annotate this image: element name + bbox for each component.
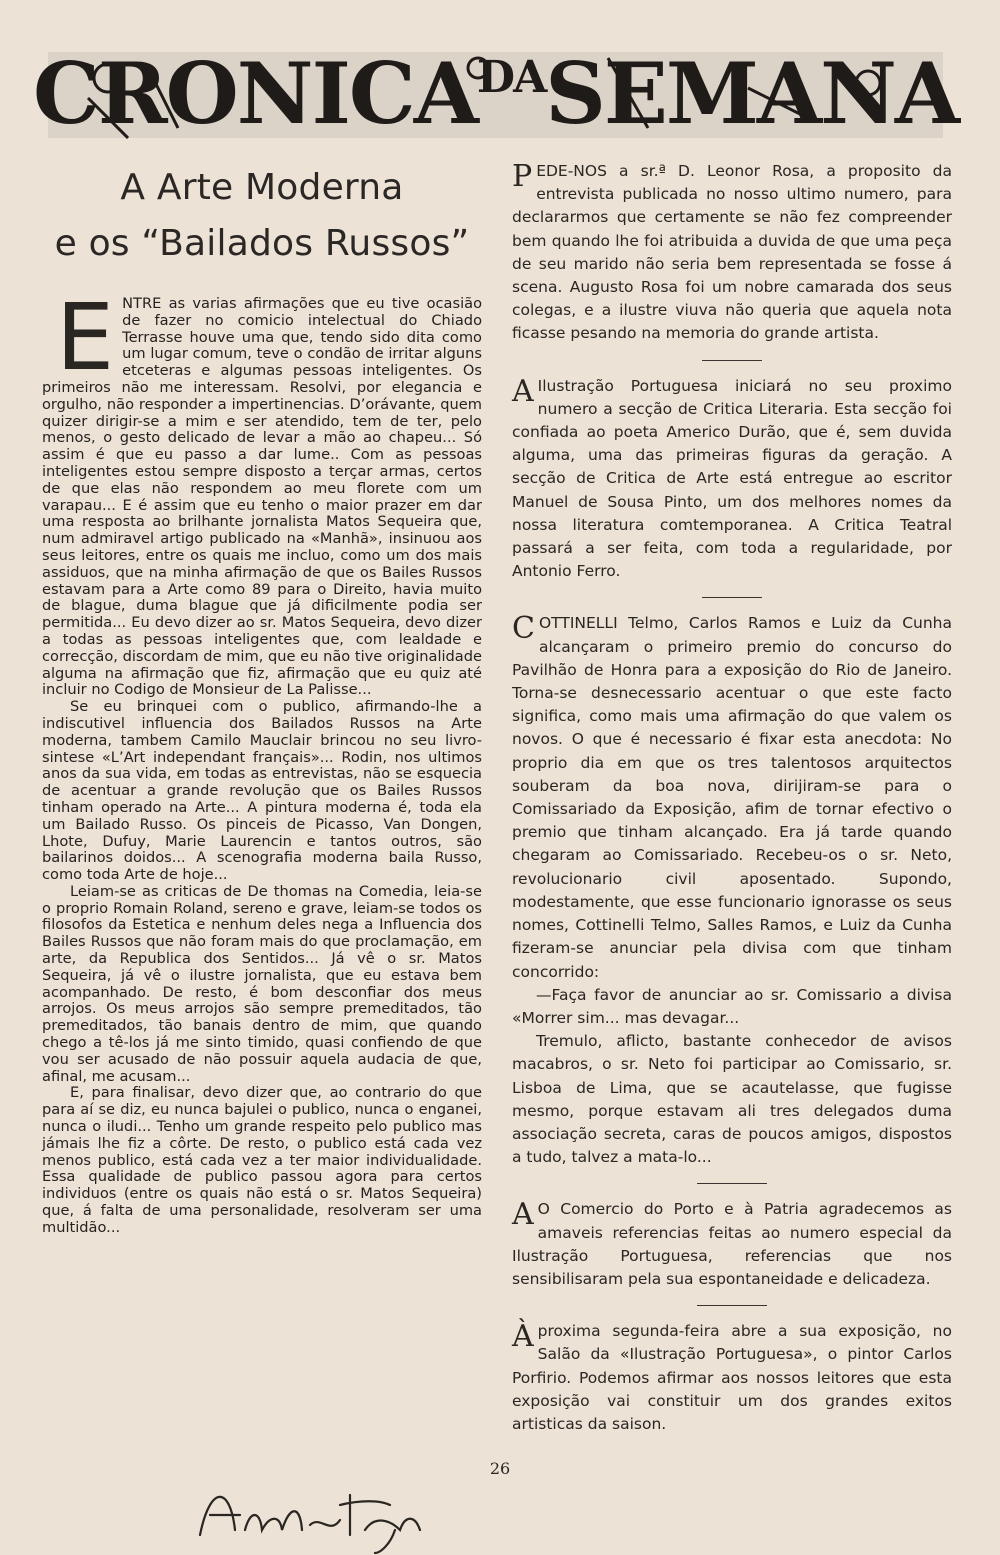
article-title-line1: A Arte Moderna [120,167,404,208]
article-paragraph: Se eu brinquei com o publico, afirmando-lhe a indiscutivel influencia dos Bailados Russos na Arte moderna, tambem Camilo Mauclair brincou no seu livro-sintese «L’Art independant français»... Rodin, nos ultimos anos da sua vida, em todas as entrevistas, não se esquecia de acentuar a grande revolução que os Bailes Russos tinham operado na Arte... A pintura moderna é, toda ela um Bailado Russo. Os pinceis de Picasso, Van Dongen, Lhote, Dufuy, Marie Laurencin e tantos outros, são bailarinos doidos... A scenografia moderna baila Russo, como toda Arte de hoje... [42,698,482,884]
article-body [42,284,482,1237]
left-column [42,160,482,1237]
separator [697,1305,767,1306]
page-number: 26 [489,1459,511,1478]
note-text: Ilustração Portuguesa iniciará no seu proximo numero a secção de Critica Literaria. Esta secção foi confiada ao poeta Americo Durão, que é, sem duvida alguma, uma das primeiras figuras da geração. A secção de Critica de Arte está entregue ao escritor Manuel de Sousa Pinto, um dos melhores nomes da nossa literatura comtemporanea. A Critica Teatral passará a ser feita, com toda a regularidade, por Antonio Ferro. [512,376,952,581]
masthead [32,38,959,148]
separator [702,597,762,598]
drop-cap: E [56,284,115,391]
note-leonor-rosa [512,160,952,346]
article-paragraph: E, para finalisar, devo dizer que, ao contrario do que para aí se diz, eu nunca bajulei o publico, nunca o enganei, nunca o iludi... Tenho um grande respeito pelo publico mas jámais lhe fiz a côrte. De resto, o publico está cada vez menos publico, está cada vez a ter maior individualidade. Essa qualidade de publico passou agora para certos individuos (entre os quais não está o sr. Matos Sequeira) que, á falta de uma personalidade, resolveram ser uma multidão... [42,1084,482,1236]
masthead-word-da: DA [476,52,546,103]
article-paragraph-text: NTRE as varias afirmações que eu tive ocasião de fazer no comicio intelectual do Chiado Terrasse houve uma que, tendo sido dita como um lugar comum, teve o condão de irritar alguns etceteras e algumas pessoas inteligentes. Os primeiros não me interessam. Resolvi, por elegancia e orgulho, não responder a impertinencias. D’orávante, quem quizer dirigir-se a mim e ser atendido, tem de ter, pelo menos, o gesto delicado de levar a mão ao chapeu... Só assim é que eu passo a dar lume.. Com as pessoas inteligentes estou sempre disposto a terçar armas, certos de que elas não respondem ao meu florete com um varapau... E é assim que eu tenho o maior prazer em dar uma resposta ao brilhante jornalista Matos Sequeira que, num admiravel artigo publicado na «Manhã», insinuou aos seus leitores, entre os quais me incluo, como um dos mais assiduos, que na minha afirmação de que os Bailes Russos estavam para a Arte como 89 para o Direito, havia muito de blague, duma blague que já dificilmente podia ser permitida... Eu devo dizer ao sr. Matos Sequeira, devo dizer a todas as pessoas inteligentes que, com lealdade e correcção, discordam de mim, que eu não tive originalidade alguma na afirmação que fiz, afirmação que eu quiz até incluir no Codigo de Monsieur de La Palisse... [42,295,482,699]
note-cottinelli [512,612,952,1169]
masthead-title [32,38,959,148]
article-paragraph [42,284,482,699]
note-text: OTTINELLI Telmo, Carlos Ramos e Luiz da Cunha alcançaram o primeiro premio do concurso do Pavilhão de Honra para a exposição do Rio de Janeiro. Torna-se desnecessario acentuar o que este facto significa, como mais uma afirmação do que valem os novos. O que é necessario é fixar esta anecdota: No proprio dia em que os tres talentosos arquitectos souberam da boa nova, dirijiram-se para o Comissariado da Exposição, afim de tornar efectivo o premio que tinham alcançado. Era já tarde quando chegaram ao Comissariado. Recebeu-os o sr. Neto, revolucionario civil aposentado. Supondo, modestamente, que esse funcionario ignorasse os seus nomes, Cottinelli Telmo, Salles Ramos, e Luiz da Cunha fizeram-se anunciar pela divisa com que tinham concorrido: [512,614,952,981]
article-paragraph: Leiam-se as criticas de De thomas na Comedia, leia-se o proprio Romain Roland, sereno e grave, leiam-se todos os filosofos da Estetica e nenhum deles nega a Influencia dos Bailes Russos que não foram mais do que proclamação, em arte, da Republica dos Sentidos... Já vê o sr. Matos Sequeira, já vê o ilustre jornalista, que eu estava bem acompanhado. De resto, é bom desconfiar dos meus arrojos. Os meus arrojos são sempre premeditados, tão premeditados, tão banais dentro de mim, que quando chego a tê-los já me sinto timido, quasi confiendo de que vou ser acusado de não possuir aquela audacia de que, afinal, me acusam... [42,882,482,1085]
masthead-word-semana: SEMANA [545,43,959,143]
note-text: O Comercio do Porto e à Patria agradecemos as amaveis referencias feitas ao numero especial da Ilustração Portuguesa, referencias que nos sensibilisaram pela sua espontaneidade e delicadeza. [512,1200,952,1288]
right-column [512,160,952,1436]
drop-cap: P [512,159,533,194]
separator [702,360,762,361]
note-agradecimento [512,1198,952,1291]
drop-cap: À [512,1319,534,1355]
article-title [42,160,482,272]
article-title-line2: e os “Bailados Russos” [54,223,470,264]
note-text: EDE-NOS a sr.ª D. Leonor Rosa, a proposito da entrevista publicada no nosso ultimo numero, para declararmos que certamente se não fez compreender bem quando lhe foi atribuida a duvida de que uma peça de seu marido não seria bem representada se fosse á scena. Augusto Rosa foi um nobre camarada dos seus colegas, e a ilustre viuva não queria que aquela nota ficasse pesando na memoria do grande artista. [512,162,952,343]
note-text: Tremulo, aflicto, bastante conhecedor de avisos macabros, o sr. Neto foi participar ao Comissario, sr. Lisboa de Lima, que se acautelasse, que fugisse mesmo, porque estavam ali tres delegados duma associação secreta, caras de poucos amigos, dispostos a tudo, talvez a mata-lo... [512,1032,952,1167]
separator [697,1183,767,1184]
note-text: —Faça favor de anunciar ao sr. Comissario a divisa «Morrer sim... mas devagar... [512,985,952,1027]
masthead-word-cronica: CRONICA [32,43,477,143]
author-signature [190,1475,430,1555]
drop-cap: A [512,1197,534,1233]
note-critica-literaria [512,375,952,584]
note-text: proxima segunda-feira abre a sua exposição, no Salão da «Ilustração Portuguesa», o pintor Carlos Porfirio. Podemos afirmar aos nossos leitores que esta exposição vai constituir um dos grandes exitos artisticas da saison. [512,1322,952,1433]
drop-cap: A [512,373,534,409]
note-exposicao-porfirio [512,1320,952,1436]
drop-cap: C [512,611,535,647]
